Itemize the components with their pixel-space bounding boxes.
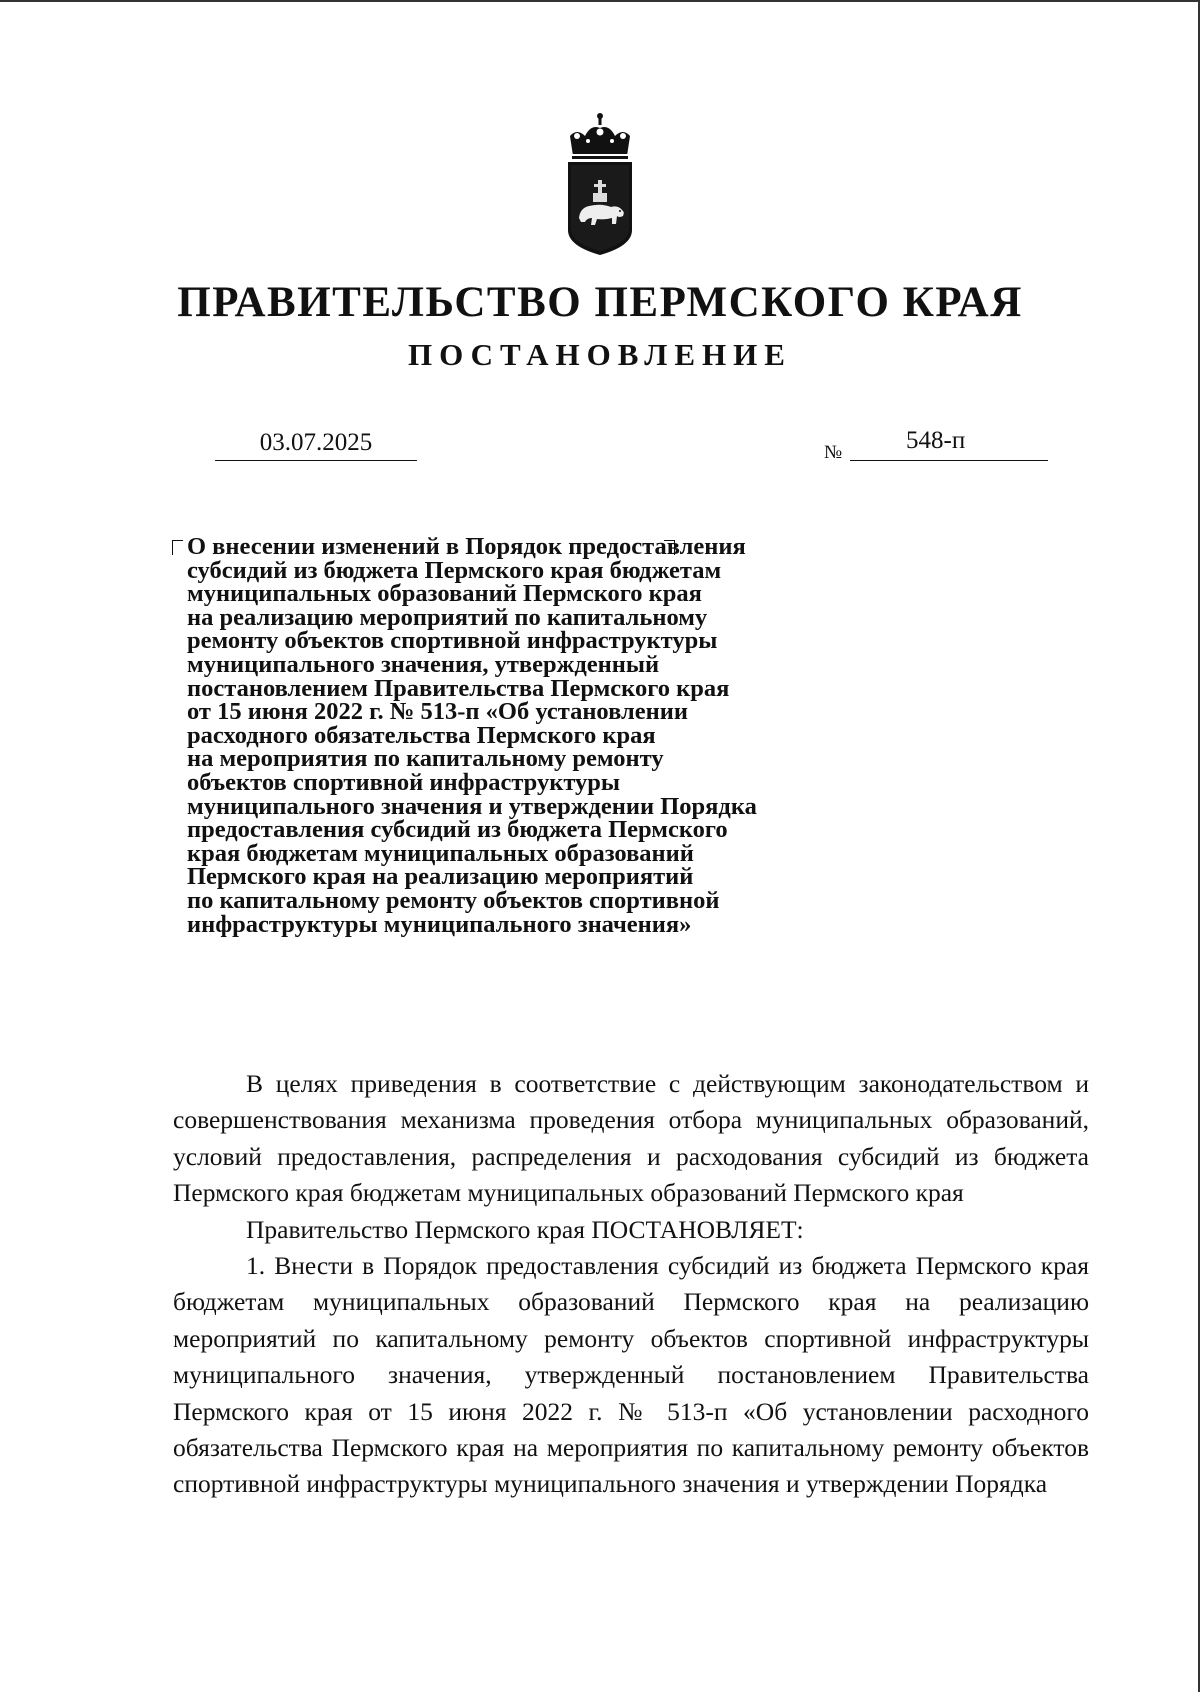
subject-line: муниципального значения, утвержденный	[187, 650, 660, 678]
subject-line: объектов спортивной инфраструктуры	[187, 768, 621, 796]
subject-line: предоставления субсидий из бюджета Пермского	[187, 816, 728, 844]
subject-bracket-left	[172, 540, 183, 555]
subject-line: от 15 июня 2022 г. № 513-п «Об установлении	[187, 698, 688, 726]
subject-line: на мероприятия по капитальному ремонту	[187, 745, 664, 773]
perm-krai-coat-of-arms-icon	[565, 110, 635, 260]
document-subject	[187, 535, 867, 936]
number-sign: №	[824, 442, 843, 463]
document-number: 548-п	[906, 427, 966, 454]
document-number-field	[850, 422, 1048, 461]
document-body	[173, 1066, 1089, 1503]
subject-line: по капитальному ремонту объектов спортивной	[187, 886, 720, 914]
item-1-paragraph: 1. Внести в Порядок предоставления субсидий из бюджета Пермского края бюджетам муниципальных образований Пермского края на реализацию мероприятий по капитальному ремонту объектов спортивной инфраструктуры муниципального значения, утвержденный постановлением Правительства Пермского края от 15 июня 2022 г. № 513-п «Об установлении расходного обязательства Пермского края на мероприятия по капитальному ремонту объектов спортивной инфраструктуры муниципального значения и утверждении Порядка	[173, 1251, 1089, 1499]
subject-line: постановлением Правительства Пермского края	[187, 674, 730, 702]
preamble-paragraph: В целях приведения в соответствие с действующим законодательством и совершенствования механизма проведения отбора муниципальных образований, условий предоставления, распределения и расходования субсидий из бюджета Пермского края бюджетам муниципальных образований Пермского края	[173, 1069, 1089, 1208]
subject-line: Пермского края на реализацию мероприятий	[187, 863, 694, 891]
document-type: ПОСТАНОВЛЕНИЕ	[408, 337, 792, 372]
subject-line: на реализацию мероприятий по капитальному	[187, 603, 708, 631]
document-date: 03.07.2025	[215, 426, 417, 461]
organization-title: ПРАВИТЕЛЬСТВО ПЕРМСКОГО КРАЯ	[177, 279, 1023, 326]
subject-line: расходного обязательства Пермского края	[187, 721, 656, 749]
resolution-paragraph: Правительство Пермского края ПОСТАНОВЛЯЕТ:	[246, 1214, 804, 1244]
subject-line: инфраструктуры муниципального значения»	[187, 910, 692, 938]
page-border-top	[0, 0, 1200, 2]
subject-line: края бюджетам муниципальных образований	[187, 839, 694, 867]
subject-line: субсидий из бюджета Пермского края бюджетам	[187, 556, 722, 584]
subject-line: муниципального значения и утверждении Порядка	[187, 792, 757, 820]
subject-line: муниципальных образований Пермского края	[187, 580, 702, 608]
subject-line: ремонту объектов спортивной инфраструктуры	[187, 627, 718, 655]
subject-line: О внесении изменений в Порядок предоставления	[187, 533, 746, 560]
